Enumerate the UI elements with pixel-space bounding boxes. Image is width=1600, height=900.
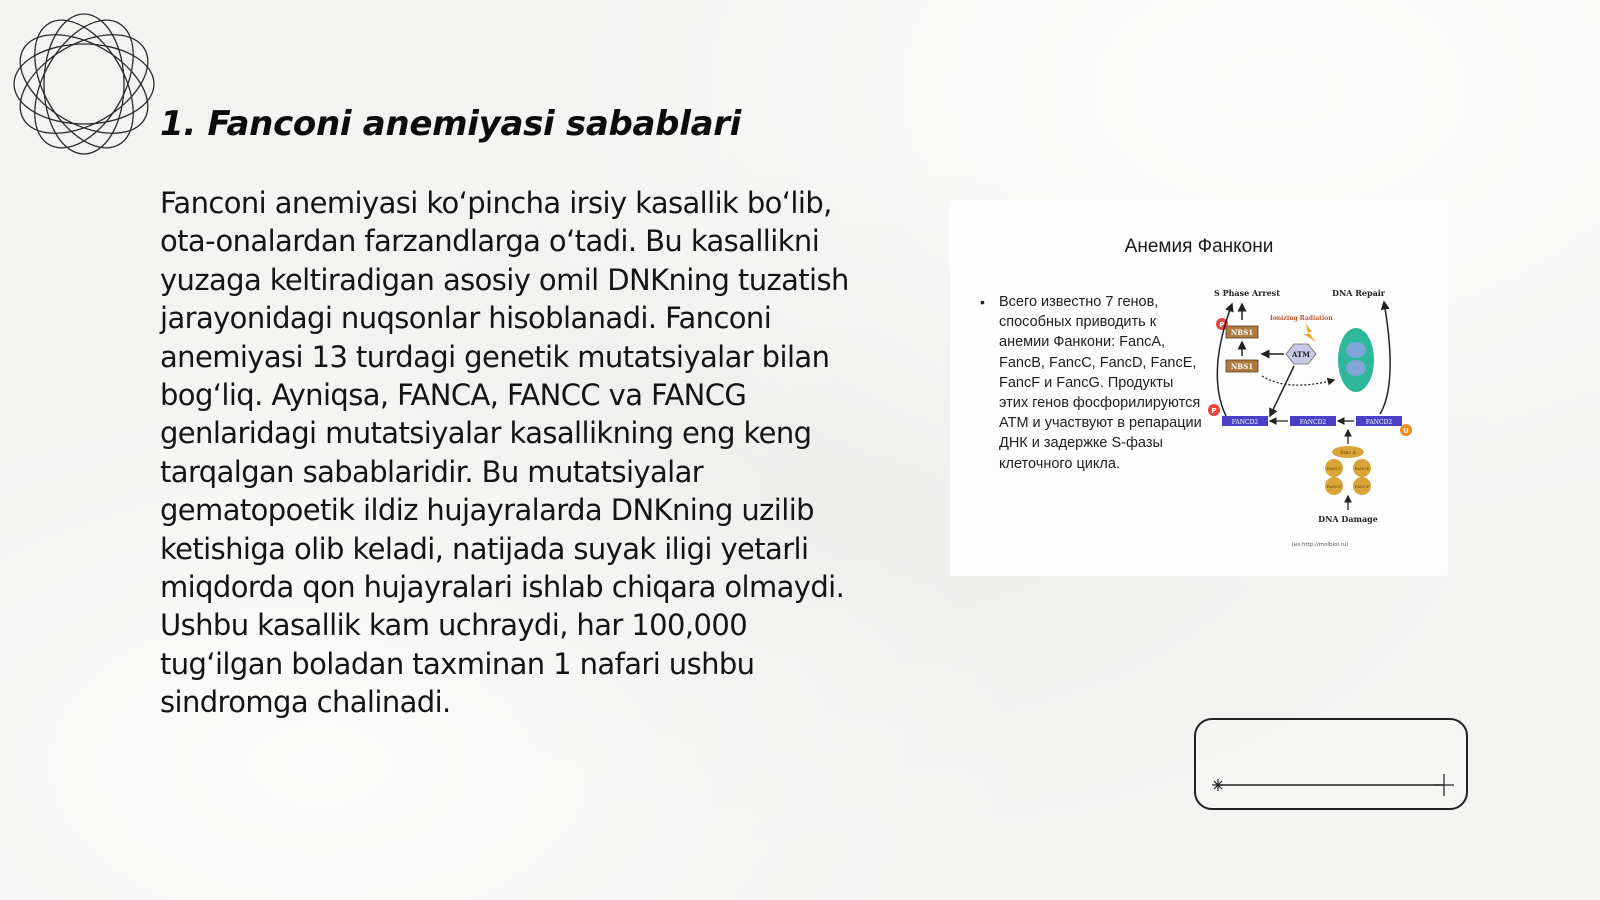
figure-bullet	[980, 292, 1205, 474]
complex-ball-2-label: FANCE	[1354, 466, 1370, 471]
figure-source: (из http://molbiol.ru)	[1291, 542, 1349, 548]
label-dna-damage: DNA Damage	[1318, 514, 1378, 524]
label-dna-repair: DNA Repair	[1332, 288, 1386, 298]
nbs1-top-label: NBS1	[1230, 328, 1254, 337]
slide-title: 1. Fanconi anemiyasi sabablari	[160, 104, 742, 144]
complex-ball-4-label: FANCF	[1354, 484, 1370, 489]
nbs1-bottom-label: NBS1	[1230, 362, 1254, 371]
fancd2-right-label: FANCD2	[1365, 419, 1393, 426]
nucleus-inner-1	[1346, 342, 1366, 358]
fancd2-left-label: FANCD2	[1231, 419, 1259, 426]
phospho-side-label: P	[1211, 407, 1217, 415]
figure-card	[950, 200, 1448, 576]
phospho-top-label: P	[1219, 321, 1225, 329]
label-s-phase-arrest: S Phase Arrest	[1214, 288, 1280, 298]
lightning-icon	[1304, 324, 1316, 342]
slide-body-text: Fanconi anemiyasi ko‘pincha irsiy kasallik bo‘lib, ota-onalardan farzandlarga o‘tadi. Bu kasallikni yuzaga keltiradigan asosiy omil DNKning tuzatish jarayonidagi nuqsonlar hisoblanadi. Fanconi anemiyasi 13 turdagi genetik mutatsiyalar bilan bog‘liq. Ayniqsa, FANCA, FANCC va FANCG genlaridagi mutatsiyalar kasallikning eng keng tarqalgan sabablaridir. Bu mutatsiyalar gematopoetik ildiz hujayralarda DNKning uzilib ketishiga olib keladi, natijada suyak iligi yetarli miqdorda qon hujayralari ishlab chiqara olmaydi. Ushbu kasallik kam uchraydi, har 100,000 tug‘ilgan boladan taxminan 1 nafari ushbu sindromga chalinadi.	[160, 186, 849, 720]
decorative-note-box	[1194, 718, 1468, 810]
complex-ball-3-label: FANCG	[1326, 484, 1342, 489]
decorative-line	[1212, 774, 1454, 796]
bullet-dot: •	[980, 294, 985, 310]
sparkle-icon	[1212, 779, 1224, 791]
complex-ball-1-label: FANCC	[1326, 466, 1342, 471]
fanconi-pathway-diagram	[1208, 284, 1428, 552]
arrow-repair-loop	[1380, 302, 1390, 414]
nucleus-inner-2	[1346, 360, 1366, 376]
figure-title: Анемия Фанкони	[1124, 236, 1274, 257]
figure-bullet-text: Всего известно 7 генов, способных приводить к анемии Фанкони: FancA, FancB, FancC, FancD, FancE, FancF и FancG. Продукты этих генов фосфорилируются ATM и участвуют в репарации ДНК и задержке S-фазы клеточного цикла.	[999, 294, 1202, 472]
ubiquitin-label: U	[1403, 427, 1409, 435]
complex-top-label: Fanc A	[1340, 451, 1356, 456]
arrow-atm-fancd2	[1270, 366, 1294, 416]
crosshair-icon	[1434, 774, 1454, 796]
dotted-arrow-nbs1-repair	[1262, 376, 1334, 385]
fancd2-mid-label: FANCD2	[1299, 419, 1327, 426]
overlapping-rings-icon	[10, 10, 158, 158]
label-ionizing-radiation: Ionizing Radiation	[1270, 315, 1333, 322]
atm-label: ATM	[1291, 350, 1311, 359]
